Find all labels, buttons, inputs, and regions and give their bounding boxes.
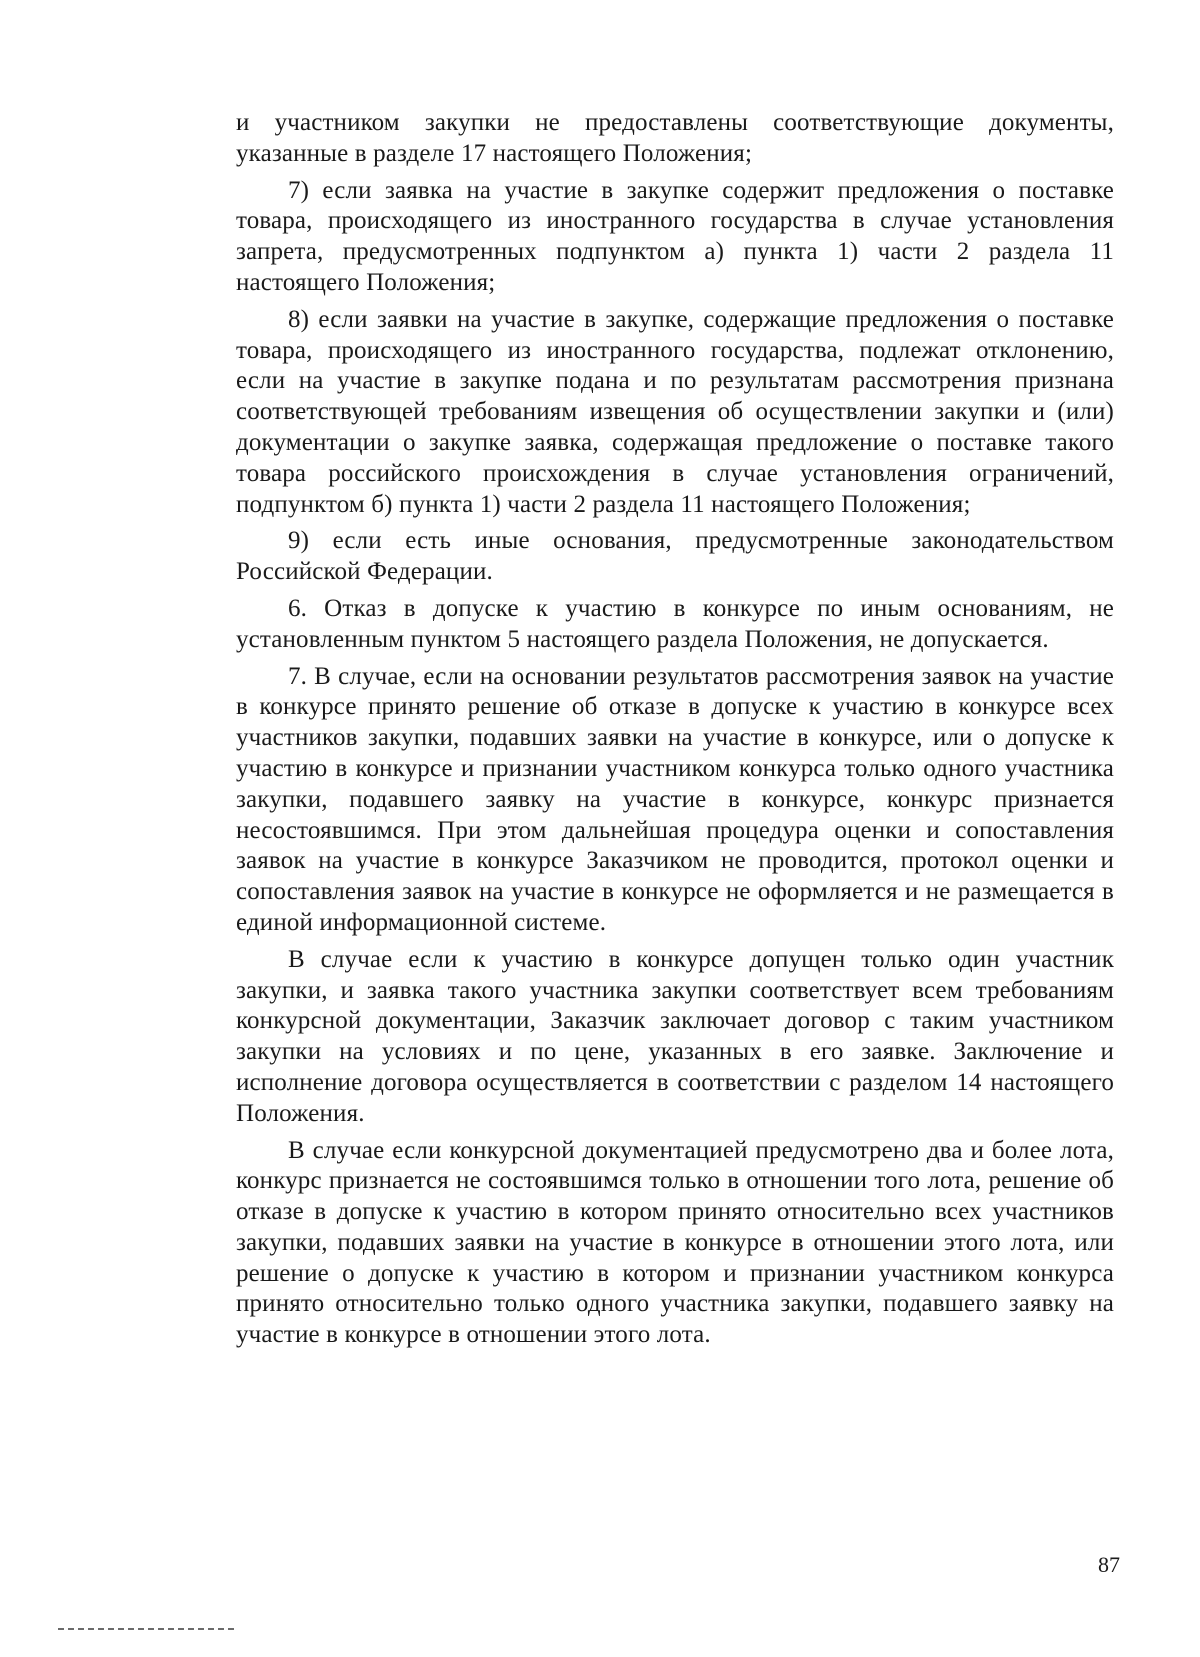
page-number: 87 — [1098, 1552, 1120, 1577]
paragraph-clause-7: 7. В случае, если на основании результатов рассмотрения заявок на участие в конкурсе принято решение об отказе в допуске к участию в конкурсе всех участников закупки, подавших заявки на участие в конкурсе, или о допуске к участию в конкурсе и признании участником конкурса только одного участника закупки, подавшего заявку на участие в конкурсе, конкурс признается несостоявшимся. При этом дальнейшая процедура оценки и сопоставления заявок на участие в конкурсе Заказчиком не проводится, протокол оценки и сопоставления заявок на участие в конкурсе не оформляется и не размещается в единой информационной системе. — [236, 662, 1114, 936]
document-body — [236, 108, 1114, 1357]
paragraph-single-participant: В случае если к участию в конкурсе допущен только один участник закупки, и заявка такого участника закупки соответствует всем требованиям конкурсной документации, Заказчик заключает договор с таким участником закупки на условиях и по цене, указанных в его заявке. Заключение и исполнение договора осуществляется в соответствии с разделом 14 настоящего Положения. — [236, 945, 1114, 1127]
paragraph-continuation: и участником закупки не предоставлены соответствующие документы, указанные в разделе 17 настоящего Положения; — [236, 109, 1114, 167]
paragraph-clause-6: 6. Отказ в допуске к участию в конкурсе по иным основаниям, не установленным пунктом 5 настоящего раздела Положения, не допускается. — [236, 594, 1114, 653]
scan-edge-mark — [58, 1628, 234, 1630]
paragraph-item-8: 8) если заявки на участие в закупке, содержащие предложения о поставке товара, происходящего из иностранного государства, подлежат отклонению, если на участие в закупке подана и по результатам рассмотрения признана соответствующей требованиям извещения об осуществлении закупки и (или) документации о закупке заявка, содержащая предложение о поставке такого товара российского происхождения в случае установления ограничений, подпунктом б) пункта 1) части 2 раздела 11 настоящего Положения; — [236, 305, 1114, 518]
paragraph-item-9: 9) если есть иные основания, предусмотренные законодательством Российской Федерации. — [236, 527, 1114, 586]
paragraph-multiple-lots: В случае если конкурсной документацией предусмотрено два и более лота, конкурс признается не состоявшимся только в отношении того лота, решение об отказе в допуске к участию в котором принято относительно всех участников закупки, подавших заявки на участие в конкурсе в отношении этого лота, или решение о допуске к участию в котором и признании участником конкурса принято относительно только одного участника закупки, подавшего заявку на участие в конкурсе в отношении этого лота. — [236, 1136, 1114, 1349]
paragraph-item-7: 7) если заявка на участие в закупке содержит предложения о поставке товара, происходящего из иностранного государства в случае установления запрета, предусмотренных подпунктом а) пункта 1) части 2 раздела 11 настоящего Положения; — [236, 176, 1114, 296]
